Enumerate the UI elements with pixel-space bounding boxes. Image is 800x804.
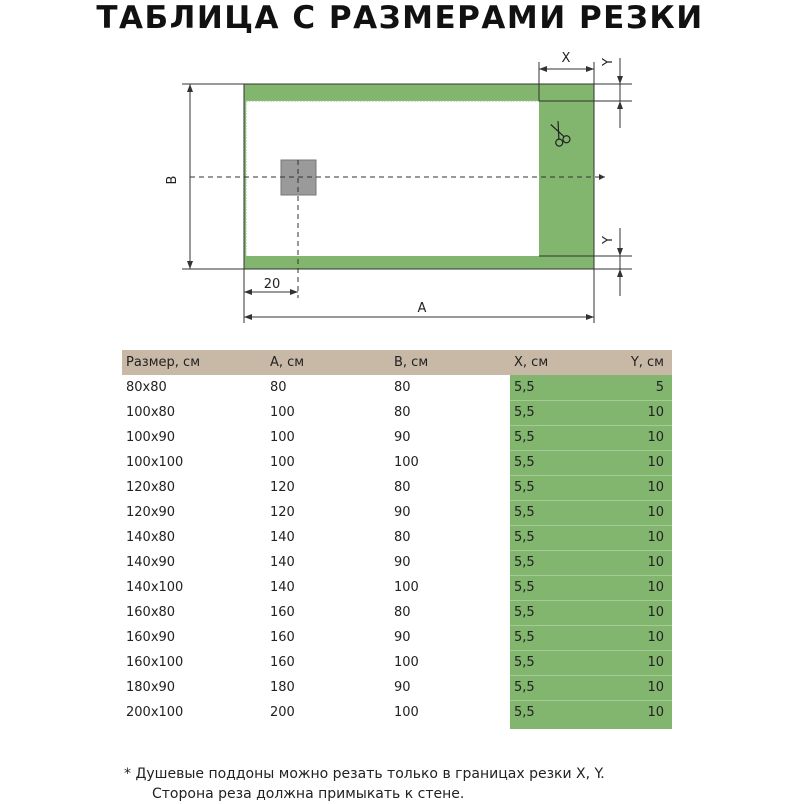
table-cell: 5,5 — [514, 530, 535, 545]
table-cell: 90 — [394, 505, 411, 520]
table-cell: 160 — [270, 630, 295, 645]
footnote-line-2: Сторона реза должна примыкать к стене. — [152, 786, 465, 802]
table-cell: 10 — [647, 605, 664, 620]
table-cell: 100 — [270, 405, 295, 420]
table-cell: 120 — [270, 505, 295, 520]
table-cell: 5,5 — [514, 480, 535, 495]
table-cell-size: 140x100 — [126, 580, 184, 595]
table-cell: 80 — [270, 380, 287, 395]
table-cell-size: 140x80 — [126, 530, 176, 545]
table-cell: 10 — [647, 405, 664, 420]
table-cell: 160 — [270, 605, 295, 620]
table-cell: 5,5 — [514, 455, 535, 470]
table-cell-size: 160x80 — [126, 605, 176, 620]
table-cell: 5 — [655, 380, 664, 395]
table-cell: 90 — [394, 630, 411, 645]
table-cell: 5,5 — [514, 505, 535, 520]
table-cell: 80 — [394, 530, 411, 545]
table-cell: 100 — [270, 455, 295, 470]
dim-x-label: X — [561, 51, 571, 66]
table-cell: 10 — [647, 430, 664, 445]
table-cell: 160 — [270, 655, 295, 670]
dim-y-top-label: Y — [601, 58, 616, 66]
table-cell: 5,5 — [514, 605, 535, 620]
table-cell: 5,5 — [514, 380, 535, 395]
table-cell: 5,5 — [514, 705, 535, 720]
table-cell-size: 100x80 — [126, 405, 176, 420]
table-cell: 100 — [394, 580, 419, 595]
table-cell: 5,5 — [514, 680, 535, 695]
table-cell-size: 120x80 — [126, 480, 176, 495]
table-cell-size: 160x100 — [126, 655, 184, 670]
dim-y-bottom-label: Y — [601, 236, 616, 244]
table-cell: 10 — [647, 455, 664, 470]
table-cell: 200 — [270, 705, 295, 720]
table-cell: 180 — [270, 680, 295, 695]
table-cell: 80 — [394, 405, 411, 420]
table-cell-size: 80x80 — [126, 380, 167, 395]
table-cell: 100 — [394, 705, 419, 720]
table-header-cell: X, см — [514, 355, 549, 370]
table-cell: 80 — [394, 480, 411, 495]
table-cell-size: 200x100 — [126, 705, 184, 720]
table-cell: 5,5 — [514, 430, 535, 445]
table-cell-size: 100x90 — [126, 430, 176, 445]
footnote-line-1: * Душевые поддоны можно резать только в границах резки X, Y. — [124, 766, 605, 782]
dim-a-label: A — [417, 301, 427, 316]
table-header-cell: A, см — [270, 355, 305, 370]
table-cell: 100 — [394, 655, 419, 670]
table-cell: 140 — [270, 580, 295, 595]
table-cell: 10 — [647, 580, 664, 595]
table-cell: 5,5 — [514, 580, 535, 595]
table-cell: 10 — [647, 680, 664, 695]
table-cell-size: 120x90 — [126, 505, 176, 520]
page-title: ТАБЛИЦА С РАЗМЕРАМИ РЕЗКИ — [96, 0, 704, 36]
table-cell: 140 — [270, 555, 295, 570]
table-cell: 5,5 — [514, 405, 535, 420]
table-cell: 5,5 — [514, 630, 535, 645]
table-cell-size: 140x90 — [126, 555, 176, 570]
table-cell: 10 — [647, 530, 664, 545]
footnote — [124, 764, 605, 804]
table-cell: 10 — [647, 505, 664, 520]
table-cell: 10 — [647, 705, 664, 720]
table-cell: 90 — [394, 555, 411, 570]
table-cell-size: 100x100 — [126, 455, 184, 470]
table-cell: 100 — [270, 430, 295, 445]
table-cell: 10 — [647, 555, 664, 570]
table-cell: 80 — [394, 605, 411, 620]
table-cell: 10 — [647, 655, 664, 670]
table-header-cell: Размер, см — [126, 355, 200, 370]
table-cell-size: 160x90 — [126, 630, 176, 645]
table-cell: 10 — [647, 630, 664, 645]
table-cell: 100 — [394, 455, 419, 470]
table-cell-size: 180x90 — [126, 680, 176, 695]
table-cell: 140 — [270, 530, 295, 545]
table-cell: 5,5 — [514, 555, 535, 570]
table-cell: 120 — [270, 480, 295, 495]
table-cell: 5,5 — [514, 655, 535, 670]
table-cell: 10 — [647, 480, 664, 495]
table-cell: 80 — [394, 380, 411, 395]
table-cell: 90 — [394, 430, 411, 445]
table-header-cell: B, см — [394, 355, 429, 370]
dim-20-label: 20 — [263, 277, 281, 292]
table-header-cell: Y, см — [630, 355, 664, 370]
dim-b-label: B — [165, 175, 180, 185]
table-cell: 90 — [394, 680, 411, 695]
